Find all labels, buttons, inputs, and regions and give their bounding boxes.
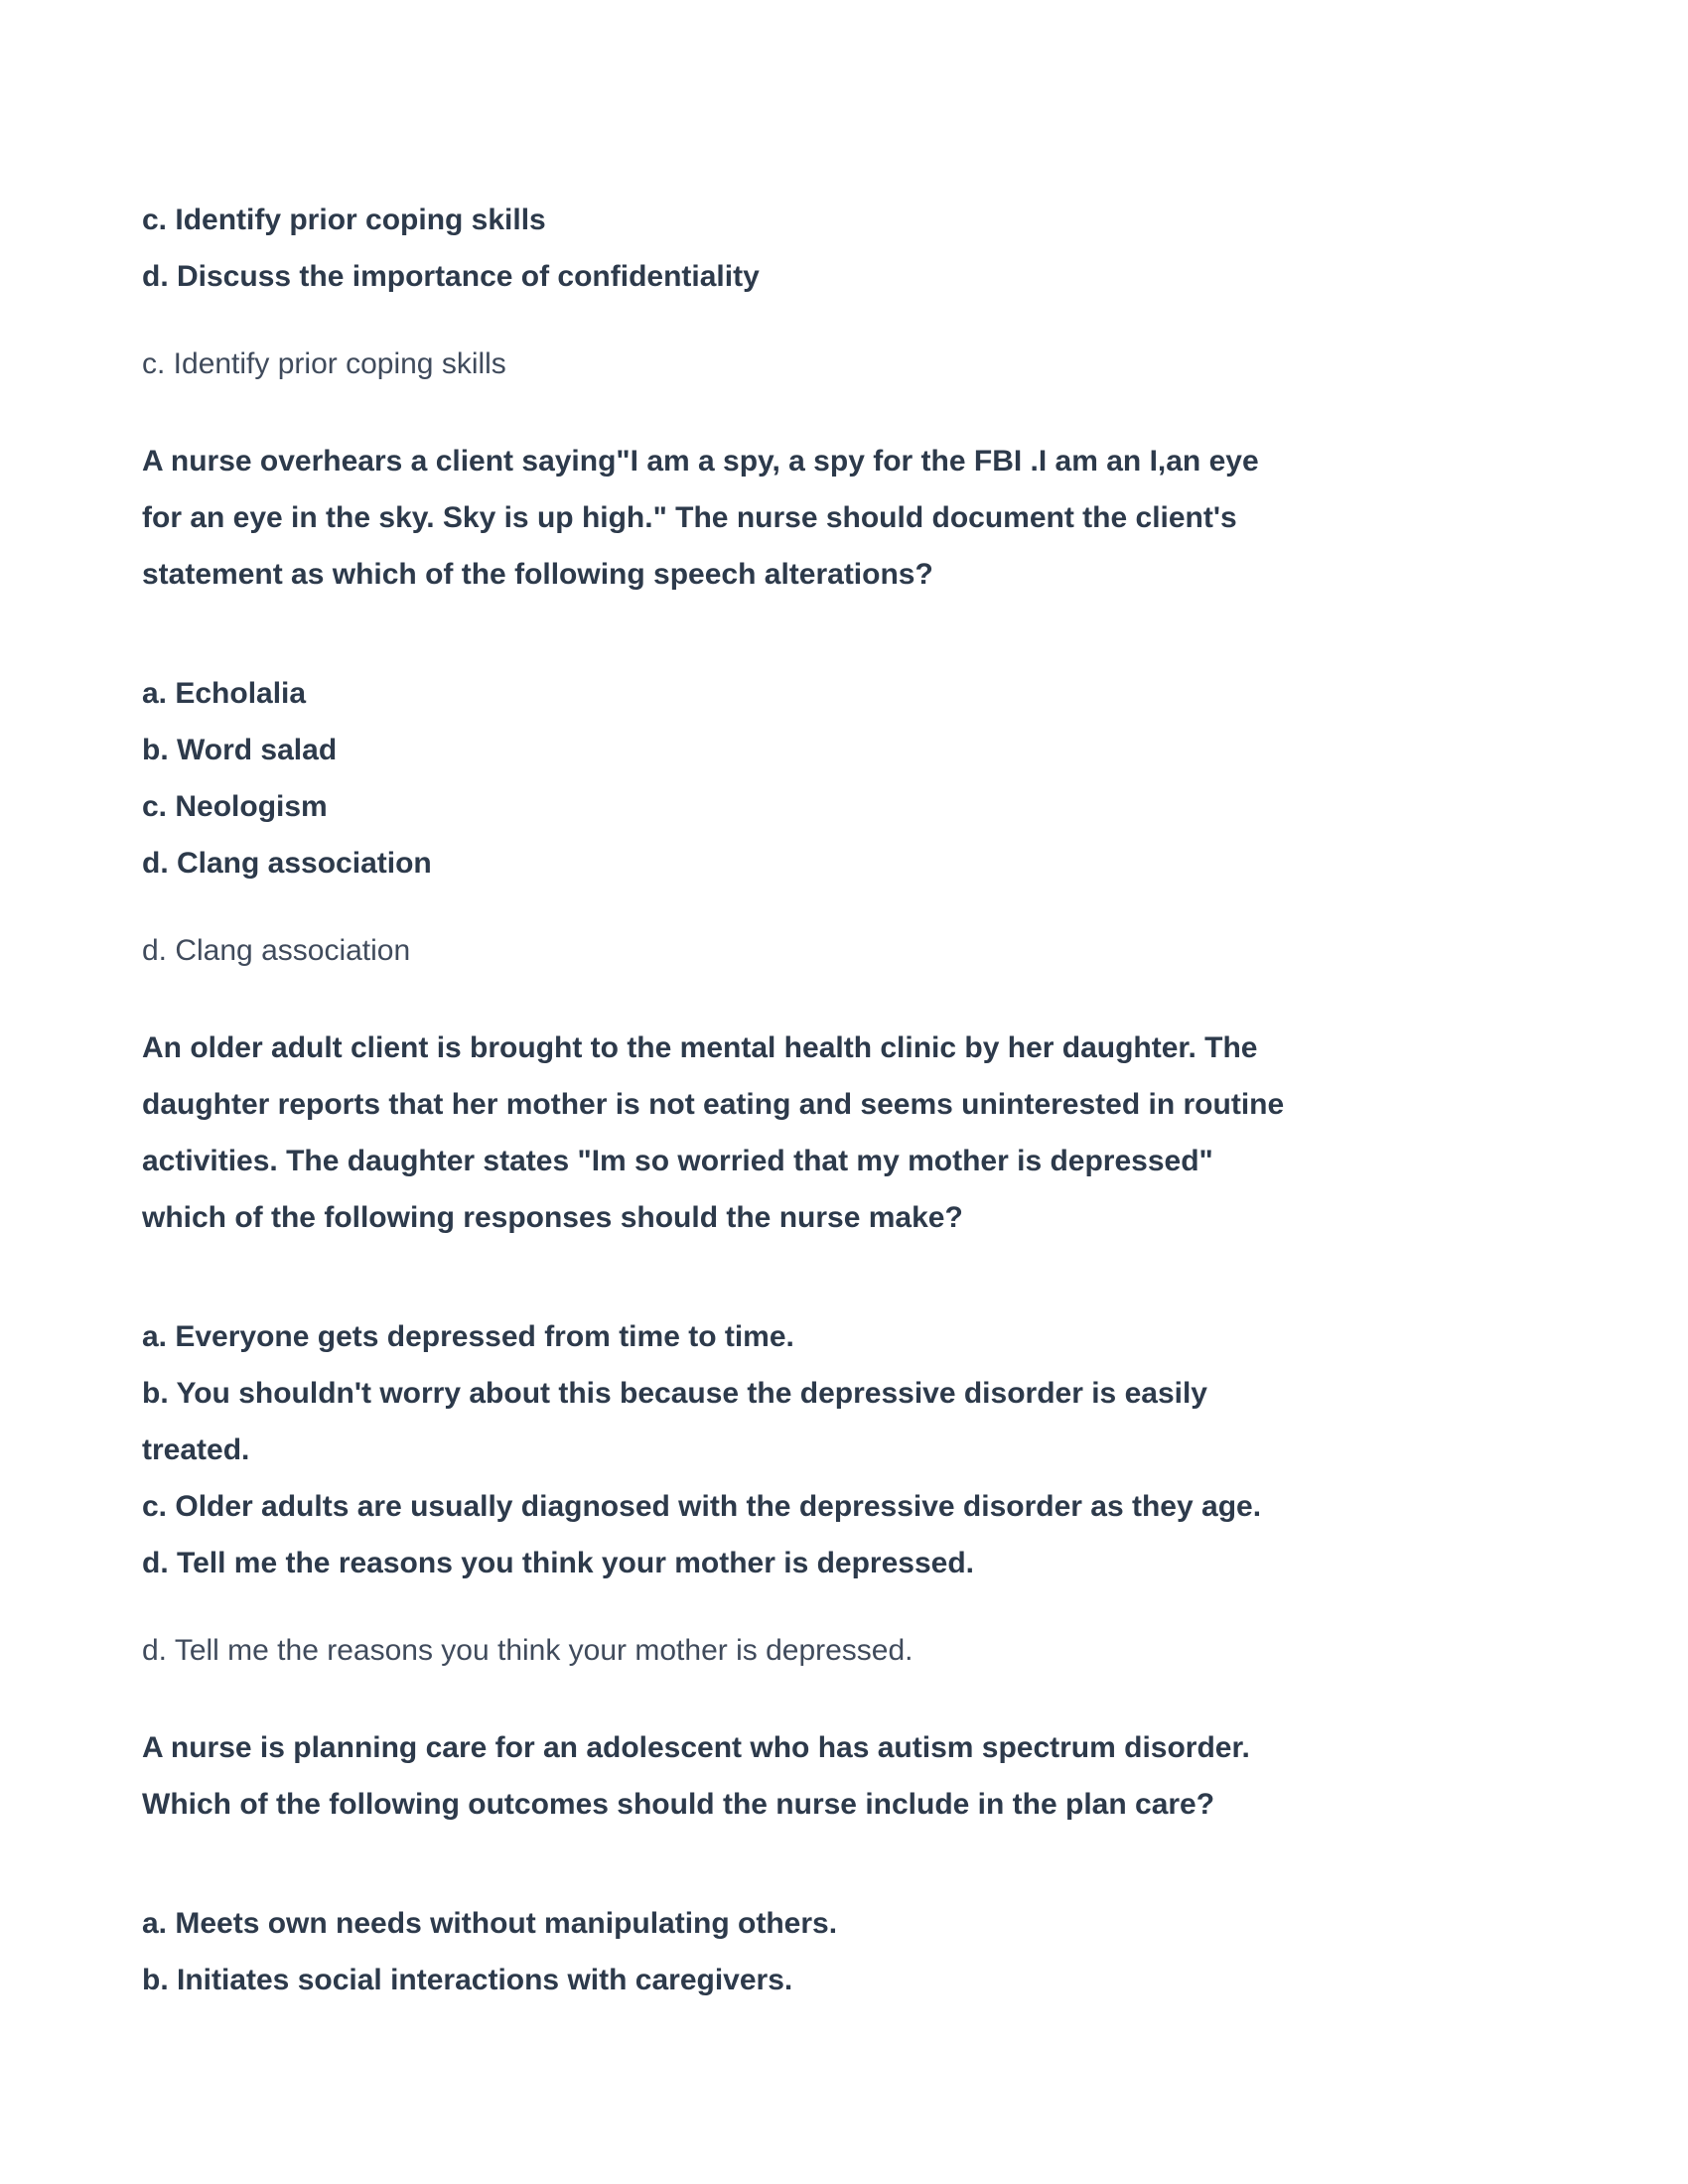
question-line: An older adult client is brought to the mental health clinic by her daughter. The <box>142 1031 1258 1064</box>
option-line: treated. <box>142 1433 250 1466</box>
option-line: c. Neologism <box>142 790 328 823</box>
answer-line: d. Tell me the reasons you think your mother is depressed. <box>142 1634 914 1667</box>
question-text <box>142 1020 1430 1246</box>
option-line: d. Tell me the reasons you think your mother is depressed. <box>142 1547 974 1579</box>
option-line: b. You shouldn't worry about this because the depressive disorder is easily <box>142 1377 1207 1410</box>
option-line: a. Meets own needs without manipulating others. <box>142 1907 838 1940</box>
question-line: daughter reports that her mother is not eating and seems uninterested in routine <box>142 1088 1285 1121</box>
options-group <box>142 665 1430 891</box>
option-line: d. Discuss the importance of confidentiality <box>142 260 760 293</box>
question-line: for an eye in the sky. Sky is up high." The nurse should document the client's <box>142 501 1237 534</box>
answer-line: c. Identify prior coping skills <box>142 347 506 380</box>
question-line: A nurse overhears a client saying"I am a spy, a spy for the FBI .I am an I,an eye <box>142 445 1259 478</box>
options-group <box>142 192 1430 305</box>
answer-text <box>142 1622 1430 1679</box>
options-group <box>142 1308 1430 1591</box>
question-line: A nurse is planning care for an adolescent who has autism spectrum disorder. <box>142 1731 1250 1764</box>
option-line: c. Older adults are usually diagnosed with the depressive disorder as they age. <box>142 1490 1262 1523</box>
answer-text <box>142 922 1430 979</box>
question-line: statement as which of the following speech alterations? <box>142 558 933 591</box>
option-line: d. Clang association <box>142 847 432 880</box>
answer-text <box>142 336 1430 392</box>
question-line: activities. The daughter states "Im so worried that my mother is depressed" <box>142 1145 1213 1177</box>
option-line: b. Word salad <box>142 734 338 766</box>
question-text <box>142 1719 1430 1833</box>
option-line: b. Initiates social interactions with caregivers. <box>142 1964 793 1996</box>
option-line: a. Everyone gets depressed from time to time. <box>142 1320 794 1353</box>
option-line: c. Identify prior coping skills <box>142 204 546 236</box>
question-line: which of the following responses should the nurse make? <box>142 1201 963 1234</box>
options-group <box>142 1895 1430 2008</box>
option-line: a. Echolalia <box>142 677 307 710</box>
question-text <box>142 433 1430 603</box>
question-line: Which of the following outcomes should the nurse include in the plan care? <box>142 1788 1215 1821</box>
answer-line: d. Clang association <box>142 934 411 967</box>
